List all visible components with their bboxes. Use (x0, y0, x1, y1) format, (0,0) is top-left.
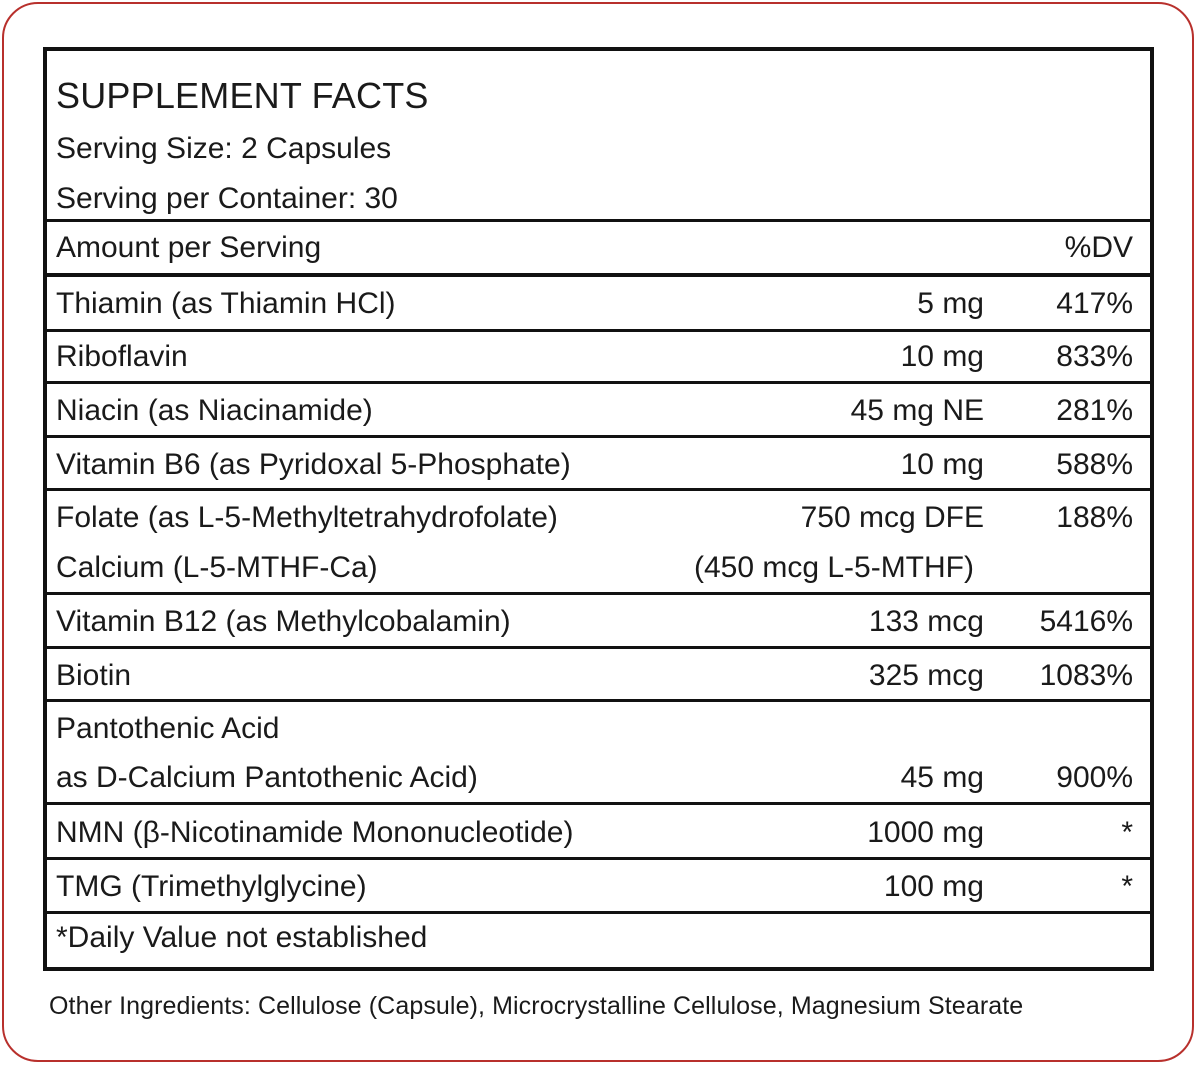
nutrient-name: Vitamin B12 (as Methylcobalamin) (56, 605, 511, 638)
nutrient-name: Vitamin B6 (as Pyridoxal 5-Phosphate) (56, 448, 571, 481)
nutrient-amount: 133 mcg (868, 605, 984, 638)
nutrient-name-line2: Calcium (L-5-MTHF-Ca) (56, 551, 378, 584)
divider (47, 592, 1150, 595)
nutrient-name: Folate (as L-5-Methyltetrahydrofolate) (56, 501, 558, 534)
nutrient-name: Niacin (as Niacinamide) (56, 394, 373, 427)
amount-per-serving-header: Amount per Serving (56, 231, 322, 264)
nutrient-dv: * (1121, 870, 1133, 903)
nutrient-amount: 10 mg (900, 448, 984, 481)
nutrient-amount-line2: (450 mcg L-5-MTHF) (693, 551, 974, 584)
divider (47, 435, 1150, 438)
servings-per-container: Serving per Container: 30 (56, 182, 398, 215)
divider (47, 488, 1150, 491)
nutrient-name-line2: as D-Calcium Pantothenic Acid) (56, 761, 478, 794)
nutrient-amount: 325 mcg (868, 659, 984, 692)
nutrient-dv: 281% (1056, 394, 1133, 427)
daily-value-footnote: *Daily Value not established (56, 921, 428, 954)
nutrient-name: NMN (β-Nicotinamide Mononucleotide) (56, 816, 574, 849)
divider (47, 857, 1150, 860)
divider (47, 273, 1150, 277)
nutrient-dv: 5416% (1039, 605, 1133, 638)
nutrient-amount: 10 mg (900, 340, 984, 373)
divider (47, 802, 1150, 805)
divider (47, 329, 1150, 332)
nutrient-amount: 45 mg (900, 761, 984, 794)
nutrient-name: Riboflavin (56, 340, 188, 373)
supplement-facts-table (43, 47, 1154, 971)
nutrient-name: Pantothenic Acid (56, 712, 280, 745)
dv-header: %DV (1064, 231, 1133, 264)
nutrient-name: Thiamin (as Thiamin HCl) (56, 287, 396, 320)
divider (47, 699, 1150, 702)
nutrient-dv: 900% (1056, 761, 1133, 794)
nutrient-dv: 588% (1056, 448, 1133, 481)
nutrient-amount: 45 mg NE (850, 394, 984, 427)
nutrient-amount: 1000 mg (867, 816, 984, 849)
facts-title: SUPPLEMENT FACTS (56, 75, 429, 116)
serving-size: Serving Size: 2 Capsules (56, 132, 392, 165)
nutrient-dv: 1083% (1039, 659, 1133, 692)
nutrient-dv: 833% (1056, 340, 1133, 373)
divider (47, 219, 1150, 222)
nutrient-name: TMG (Trimethylglycine) (56, 870, 367, 903)
divider (47, 381, 1150, 384)
nutrient-dv: 188% (1056, 501, 1133, 534)
nutrient-amount: 5 mg (917, 287, 984, 320)
nutrient-amount: 750 mcg DFE (800, 501, 984, 534)
nutrient-name: Biotin (56, 659, 132, 692)
nutrient-dv: 417% (1056, 287, 1133, 320)
nutrient-amount: 100 mg (883, 870, 984, 903)
nutrient-dv: * (1121, 816, 1133, 849)
divider (47, 646, 1150, 649)
divider (47, 911, 1150, 914)
other-ingredients: Other Ingredients: Cellulose (Capsule), Microcrystalline Cellulose, Magnesium Stearate (49, 992, 1024, 1020)
